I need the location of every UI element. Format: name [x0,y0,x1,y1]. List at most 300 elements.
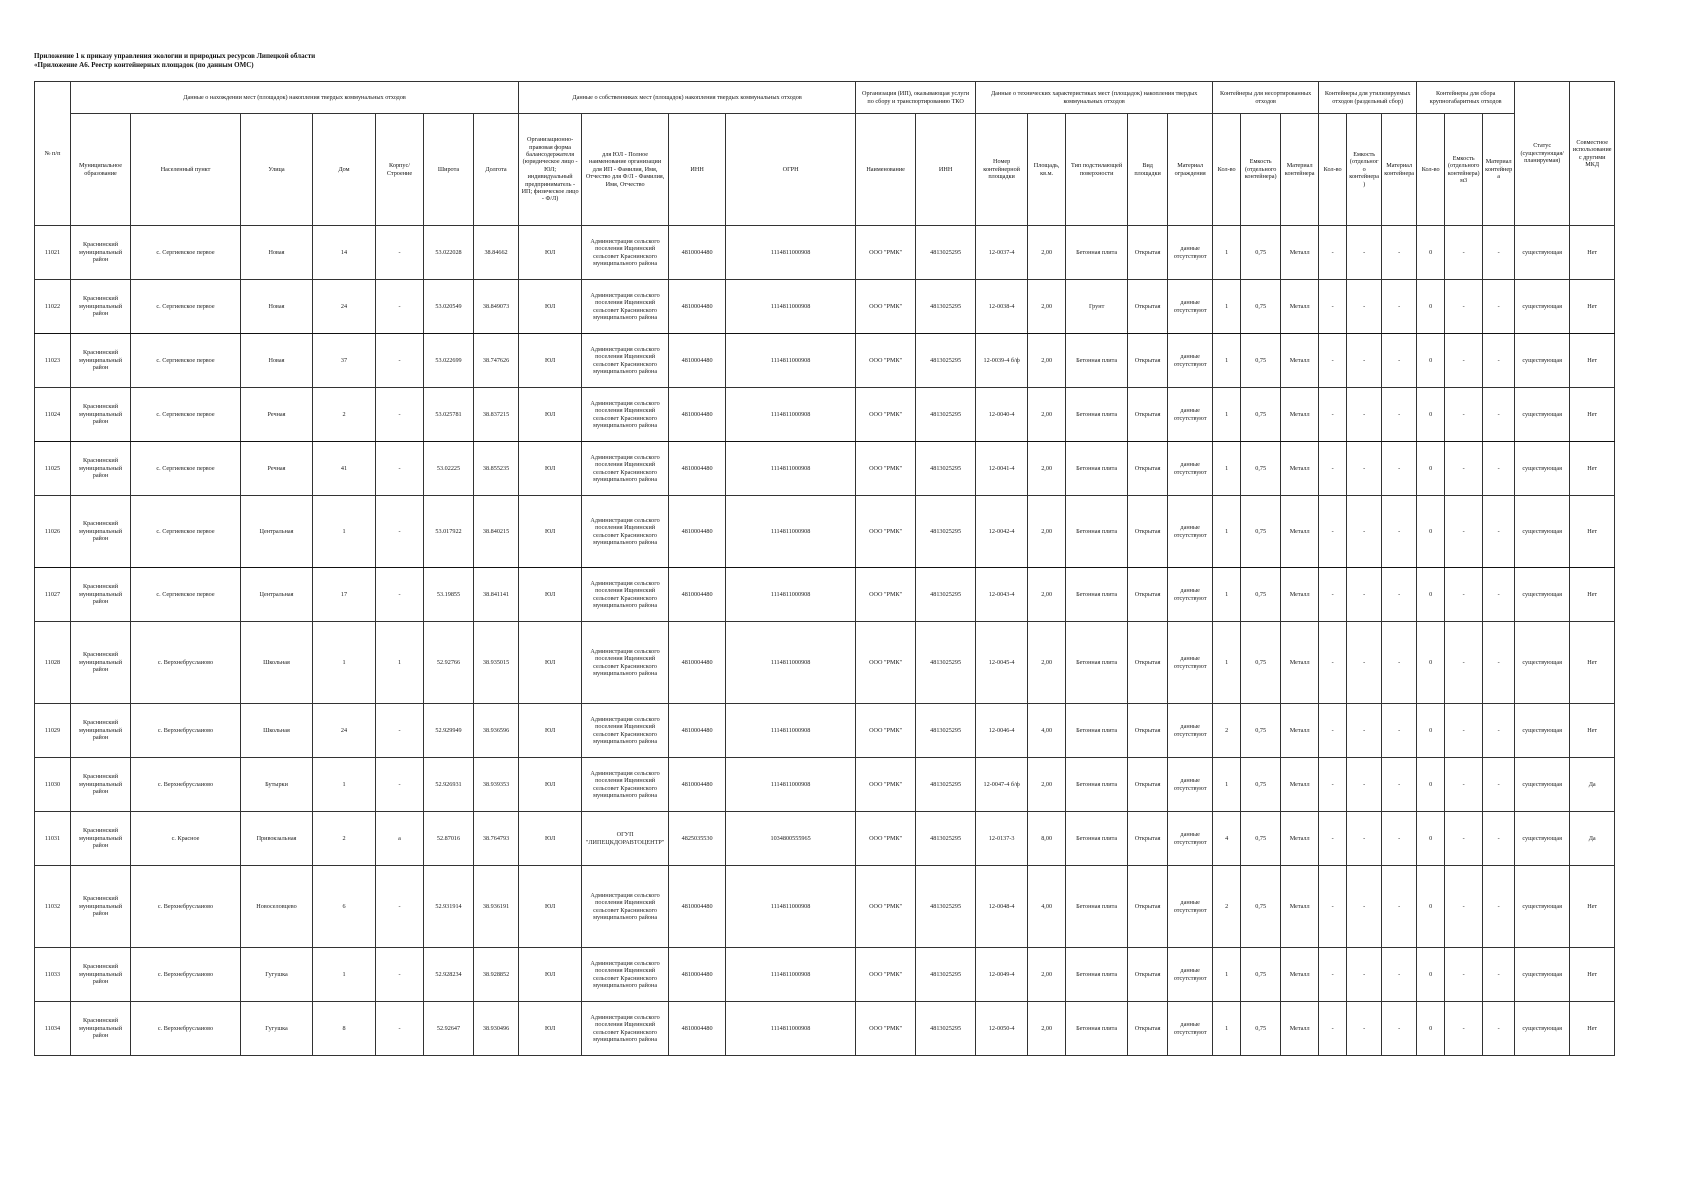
cell-inn: 4810004480 [669,704,726,758]
cell-area: 4,00 [1028,704,1066,758]
cell-number: 11029 [35,704,71,758]
cell-area: 2,00 [1028,442,1066,496]
cell-org-name: ООО "РМК" [856,1002,916,1056]
cell-fence: данные отсутствуют [1168,280,1213,334]
cell-site-number: 12-0046-4 [976,704,1028,758]
cell-org-inn: 4813025295 [916,948,976,1002]
cell-house: 1 [313,758,376,812]
cell-recyclable-count: - [1319,812,1347,866]
cell-street: Новая [241,280,313,334]
col-street: Улица [241,114,313,226]
cell-status: существующая [1515,704,1570,758]
cell-settlement: с. Сергиевское первое [131,568,241,622]
cell-shared: Нет [1570,948,1615,1002]
cell-unsorted-volume: 0,75 [1241,622,1281,704]
header-column-row [35,114,1615,226]
cell-latitude: 52.931914 [424,866,474,948]
cell-recyclable-material: - [1382,622,1417,704]
cell-fence: данные отсутствуют [1168,442,1213,496]
cell-shared: Нет [1570,334,1615,388]
cell-fence: данные отсутствуют [1168,1002,1213,1056]
cell-ogrn: 1114811000908 [726,1002,856,1056]
cell-house: 41 [313,442,376,496]
cell-unsorted-material: Металл [1281,442,1319,496]
cell-recyclable-material: - [1382,226,1417,280]
cell-area: 2,00 [1028,388,1066,442]
cell-bulky-count: 0 [1417,496,1445,568]
cell-bulky-material: - [1483,496,1515,568]
cell-bulky-count: 0 [1417,704,1445,758]
cell-shared: Нет [1570,568,1615,622]
cell-number: 11021 [35,226,71,280]
cell-unsorted-volume: 0,75 [1241,1002,1281,1056]
cell-recyclable-count: - [1319,568,1347,622]
col-number: № п/п [35,82,71,226]
cell-surface: Бетонная плита [1066,442,1128,496]
cell-street: Центральная [241,568,313,622]
cell-shared: Нет [1570,442,1615,496]
cell-org-name: ООО "РМК" [856,568,916,622]
cell-ogrn: 1034800555965 [726,812,856,866]
cell-inn: 4810004480 [669,866,726,948]
cell-unsorted-count: 1 [1213,496,1241,568]
cell-site-number: 12-0049-4 [976,948,1028,1002]
cell-municipality: Краснинский муниципальный район [71,280,131,334]
col-municipality: Муниципальное образование [71,114,131,226]
cell-surface: Бетонная плита [1066,334,1128,388]
cell-street: Привокзальная [241,812,313,866]
cell-inn: 4810004480 [669,948,726,1002]
cell-bulky-material: - [1483,866,1515,948]
cell-bulky-count: 0 [1417,334,1445,388]
cell-unsorted-material: Металл [1281,758,1319,812]
cell-longitude: 38.930496 [474,1002,519,1056]
cell-bulky-volume: - [1445,812,1483,866]
cell-bulky-material: - [1483,948,1515,1002]
table-row [35,388,1615,442]
col-bulky-material: Материал контейнера [1483,114,1515,226]
cell-ogrn: 1114811000908 [726,622,856,704]
cell-shared: Нет [1570,866,1615,948]
cell-site-number: 12-0042-4 [976,496,1028,568]
cell-fence: данные отсутствуют [1168,334,1213,388]
cell-fence: данные отсутствуют [1168,622,1213,704]
cell-ogrn: 1114811000908 [726,496,856,568]
cell-street: Школьная [241,622,313,704]
cell-latitude: 53.02225 [424,442,474,496]
cell-owner-name: Администрация сельского поселения Ищеинский сельсовет Краснинского муниципального района [582,866,669,948]
cell-unsorted-material: Металл [1281,334,1319,388]
cell-building: - [376,442,424,496]
cell-bulky-material: - [1483,758,1515,812]
cell-number: 11027 [35,568,71,622]
cell-status: существующая [1515,388,1570,442]
col-inn: ИНН [669,114,726,226]
cell-org-name: ООО "РМК" [856,758,916,812]
cell-org-name: ООО "РМК" [856,812,916,866]
cell-unsorted-volume: 0,75 [1241,704,1281,758]
cell-owner-name: Администрация сельского поселения Ищеинский сельсовет Краснинского муниципального района [582,334,669,388]
cell-building: - [376,866,424,948]
cell-bulky-volume: - [1445,334,1483,388]
col-org-inn: ИНН [916,114,976,226]
cell-bulky-material: - [1483,388,1515,442]
cell-ogrn: 1114811000908 [726,442,856,496]
cell-recyclable-material: - [1382,442,1417,496]
cell-status: существующая [1515,1002,1570,1056]
table-row [35,226,1615,280]
cell-unsorted-volume: 0,75 [1241,866,1281,948]
cell-status: существующая [1515,866,1570,948]
header-group-row [35,82,1615,114]
cell-municipality: Краснинский муниципальный район [71,622,131,704]
cell-number: 11023 [35,334,71,388]
cell-recyclable-material: - [1382,758,1417,812]
cell-bulky-count: 0 [1417,866,1445,948]
cell-shared: Нет [1570,704,1615,758]
cell-house: 1 [313,496,376,568]
cell-house: 2 [313,812,376,866]
cell-area: 2,00 [1028,226,1066,280]
table-body [35,226,1615,1056]
cell-longitude: 38.747626 [474,334,519,388]
cell-recyclable-volume: - [1347,758,1382,812]
cell-house: 37 [313,334,376,388]
cell-unsorted-material: Металл [1281,622,1319,704]
cell-settlement: с. Верхнебруслаиово [131,704,241,758]
cell-bulky-volume: - [1445,442,1483,496]
cell-unsorted-count: 1 [1213,334,1241,388]
cell-fence: данные отсутствуют [1168,568,1213,622]
cell-municipality: Краснинский муниципальный район [71,948,131,1002]
cell-fence: данные отсутствуют [1168,388,1213,442]
table-row [35,334,1615,388]
cell-unsorted-volume: 0,75 [1241,280,1281,334]
cell-inn: 4810004480 [669,758,726,812]
cell-house: 1 [313,622,376,704]
cell-surface: Бетонная плита [1066,496,1128,568]
cell-owner-name: Администрация сельского поселения Ищеинский сельсовет Краснинского муниципального района [582,388,669,442]
cell-bulky-material: - [1483,1002,1515,1056]
cell-unsorted-count: 1 [1213,948,1241,1002]
cell-recyclable-volume: - [1347,704,1382,758]
cell-area: 2,00 [1028,334,1066,388]
cell-building: - [376,758,424,812]
cell-inn: 4810004480 [669,1002,726,1056]
cell-bulky-material: - [1483,280,1515,334]
cell-settlement: с. Верхнебруслаиово [131,866,241,948]
cell-recyclable-count: - [1319,280,1347,334]
cell-house: 8 [313,1002,376,1056]
cell-surface: Бетонная плита [1066,758,1128,812]
cell-shared: Нет [1570,496,1615,568]
table-row [35,812,1615,866]
cell-site-type: Открытая [1128,812,1168,866]
cell-site-type: Открытая [1128,866,1168,948]
cell-recyclable-count: - [1319,704,1347,758]
cell-building: - [376,226,424,280]
cell-owner-name: Администрация сельского поселения Ищеинский сельсовет Краснинского муниципального района [582,622,669,704]
cell-legal-form: ЮЛ [519,568,582,622]
cell-bulky-volume: - [1445,388,1483,442]
col-org-name: Наименование [856,114,916,226]
col-status: Статус (существующая/ планируемая) [1515,82,1570,226]
cell-recyclable-volume: - [1347,334,1382,388]
cell-bulky-count: 0 [1417,568,1445,622]
cell-bulky-count: 0 [1417,1002,1445,1056]
cell-number: 11031 [35,812,71,866]
document-header [34,52,315,70]
cell-inn: 4810004480 [669,496,726,568]
cell-bulky-material: - [1483,812,1515,866]
cell-area: 2,00 [1028,758,1066,812]
cell-fence: данные отсутствуют [1168,496,1213,568]
cell-org-name: ООО "РМК" [856,226,916,280]
cell-recyclable-volume: - [1347,568,1382,622]
cell-recyclable-volume: - [1347,496,1382,568]
cell-street: Школьная [241,704,313,758]
cell-number: 11034 [35,1002,71,1056]
group-org: Организация (ИП), оказывающая услуги по сбору и транспортированию ТКО [856,82,976,114]
cell-org-name: ООО "РМК" [856,280,916,334]
cell-building: - [376,568,424,622]
cell-surface: Бетонная плита [1066,1002,1128,1056]
cell-recyclable-count: - [1319,496,1347,568]
col-bulky-count: Кол-во [1417,114,1445,226]
cell-recyclable-volume: - [1347,1002,1382,1056]
group-owners: Данные о собственниках мест (площадок) накопления твердых коммунальных отходов [519,82,856,114]
cell-unsorted-volume: 0,75 [1241,442,1281,496]
cell-org-name: ООО "РМК" [856,948,916,1002]
cell-number: 11022 [35,280,71,334]
cell-area: 8,00 [1028,812,1066,866]
cell-street: Речная [241,388,313,442]
cell-unsorted-volume: 0,75 [1241,226,1281,280]
cell-recyclable-count: - [1319,226,1347,280]
cell-site-number: 12-0048-4 [976,866,1028,948]
cell-org-name: ООО "РМК" [856,866,916,948]
cell-municipality: Краснинский муниципальный район [71,442,131,496]
cell-building: - [376,388,424,442]
cell-recyclable-material: - [1382,568,1417,622]
cell-owner-name: Администрация сельского поселения Ищеинский сельсовет Краснинского муниципального района [582,226,669,280]
cell-longitude: 38.936596 [474,704,519,758]
cell-inn: 4810004480 [669,280,726,334]
cell-site-number: 12-0050-4 [976,1002,1028,1056]
cell-recyclable-count: - [1319,758,1347,812]
cell-status: существующая [1515,496,1570,568]
cell-settlement: с. Сергиевское первое [131,334,241,388]
cell-recyclable-material: - [1382,334,1417,388]
cell-ogrn: 1114811000908 [726,280,856,334]
cell-house: 1 [313,948,376,1002]
cell-shared: Нет [1570,622,1615,704]
cell-org-inn: 4813025295 [916,622,976,704]
cell-site-type: Открытая [1128,388,1168,442]
cell-org-inn: 4813025295 [916,442,976,496]
cell-recyclable-material: - [1382,948,1417,1002]
cell-municipality: Краснинский муниципальный район [71,758,131,812]
cell-inn: 4825035530 [669,812,726,866]
cell-recyclable-count: - [1319,866,1347,948]
cell-unsorted-count: 1 [1213,280,1241,334]
group-tech: Данные о технических характеристиках мест (площадок) накопления твердых коммунальных отходов [976,82,1213,114]
cell-fence: данные отсутствуют [1168,948,1213,1002]
cell-surface: Грунт [1066,280,1128,334]
cell-house: 2 [313,388,376,442]
cell-org-name: ООО "РМК" [856,388,916,442]
cell-org-inn: 4813025295 [916,226,976,280]
cell-number: 11024 [35,388,71,442]
registry-table [34,81,1615,1056]
cell-number: 11028 [35,622,71,704]
cell-ogrn: 1114811000908 [726,226,856,280]
cell-latitude: 52.92647 [424,1002,474,1056]
cell-building: а [376,812,424,866]
cell-unsorted-count: 1 [1213,226,1241,280]
cell-street: Гугушка [241,948,313,1002]
cell-municipality: Краснинский муниципальный район [71,866,131,948]
cell-latitude: 52.87016 [424,812,474,866]
cell-site-type: Открытая [1128,622,1168,704]
cell-legal-form: ЮЛ [519,334,582,388]
cell-building: - [376,704,424,758]
cell-bulky-count: 0 [1417,812,1445,866]
cell-settlement: с. Сергиевское первое [131,442,241,496]
cell-site-type: Открытая [1128,704,1168,758]
cell-site-type: Открытая [1128,948,1168,1002]
cell-status: существующая [1515,568,1570,622]
cell-settlement: с. Сергиевское первое [131,496,241,568]
cell-bulky-count: 0 [1417,948,1445,1002]
cell-latitude: 53.022699 [424,334,474,388]
col-shared: Совместное использование с другими МКД [1570,82,1615,226]
cell-area: 4,00 [1028,866,1066,948]
col-owner-name: для ЮЛ - Полное наименование организации для ИП - Фамилия, Имя, Отчество для Ф/Л - Фамилия, Имя, Отчество [582,114,669,226]
cell-org-inn: 4813025295 [916,568,976,622]
cell-street: Речная [241,442,313,496]
cell-owner-name: Администрация сельского поселения Ищеинский сельсовет Краснинского муниципального района [582,496,669,568]
cell-fence: данные отсутствуют [1168,866,1213,948]
cell-bulky-volume: - [1445,622,1483,704]
cell-fence: данные отсутствуют [1168,704,1213,758]
cell-recyclable-count: - [1319,442,1347,496]
cell-legal-form: ЮЛ [519,496,582,568]
group-unsorted: Контейнеры для несортированных отходов [1213,82,1319,114]
cell-bulky-volume: - [1445,866,1483,948]
cell-bulky-count: 0 [1417,758,1445,812]
cell-surface: Бетонная плита [1066,812,1128,866]
cell-owner-name: Администрация сельского поселения Ищеинский сельсовет Краснинского муниципального района [582,704,669,758]
cell-unsorted-count: 1 [1213,568,1241,622]
cell-inn: 4810004480 [669,622,726,704]
cell-recyclable-material: - [1382,866,1417,948]
col-latitude: Широта [424,114,474,226]
cell-house: 24 [313,704,376,758]
cell-org-inn: 4813025295 [916,334,976,388]
cell-site-number: 12-0037-4 [976,226,1028,280]
cell-building: 1 [376,622,424,704]
cell-unsorted-volume: 0,75 [1241,496,1281,568]
cell-recyclable-count: - [1319,1002,1347,1056]
cell-recyclable-material: - [1382,388,1417,442]
table-row [35,948,1615,1002]
cell-surface: Бетонная плита [1066,948,1128,1002]
cell-unsorted-volume: 0,75 [1241,948,1281,1002]
cell-building: - [376,948,424,1002]
cell-unsorted-material: Металл [1281,704,1319,758]
cell-site-number: 12-0041-4 [976,442,1028,496]
cell-number: 11030 [35,758,71,812]
cell-legal-form: ЮЛ [519,812,582,866]
cell-surface: Бетонная плита [1066,388,1128,442]
header-line-1: Приложение 1 к приказу управления экологии и природных ресурсов Липецкой области [34,52,316,60]
cell-latitude: 52.92766 [424,622,474,704]
cell-unsorted-volume: 0,75 [1241,388,1281,442]
cell-surface: Бетонная плита [1066,622,1128,704]
cell-recyclable-volume: - [1347,812,1382,866]
cell-unsorted-material: Металл [1281,812,1319,866]
cell-latitude: 53.19855 [424,568,474,622]
cell-legal-form: ЮЛ [519,442,582,496]
cell-latitude: 53.020549 [424,280,474,334]
cell-municipality: Краснинский муниципальный район [71,1002,131,1056]
cell-legal-form: ЮЛ [519,758,582,812]
cell-bulky-count: 0 [1417,280,1445,334]
cell-recyclable-material: - [1382,1002,1417,1056]
cell-owner-name: Администрация сельского поселения Ищеинский сельсовет Краснинского муниципального района [582,442,669,496]
cell-recyclable-volume: - [1347,622,1382,704]
cell-site-number: 12-0039-4 б/ф [976,334,1028,388]
table-row [35,280,1615,334]
cell-street: Бутырки [241,758,313,812]
cell-status: существующая [1515,334,1570,388]
cell-unsorted-count: 1 [1213,1002,1241,1056]
cell-municipality: Краснинский муниципальный район [71,388,131,442]
cell-recyclable-count: - [1319,622,1347,704]
cell-longitude: 38.840215 [474,496,519,568]
cell-org-inn: 4813025295 [916,280,976,334]
cell-street: Гугушка [241,1002,313,1056]
cell-site-number: 12-0047-4 б/ф [976,758,1028,812]
cell-settlement: с. Верхнебруслаиово [131,622,241,704]
cell-street: Новоселовцево [241,866,313,948]
cell-site-type: Открытая [1128,496,1168,568]
cell-number: 11032 [35,866,71,948]
cell-longitude: 38.764793 [474,812,519,866]
cell-settlement: с. Сергиевское первое [131,226,241,280]
cell-area: 2,00 [1028,496,1066,568]
cell-bulky-volume: - [1445,758,1483,812]
cell-org-inn: 4813025295 [916,704,976,758]
cell-site-type: Открытая [1128,334,1168,388]
cell-ogrn: 1114811000908 [726,334,856,388]
cell-recyclable-volume: - [1347,226,1382,280]
cell-status: существующая [1515,812,1570,866]
cell-longitude: 38.849073 [474,280,519,334]
table-row [35,758,1615,812]
cell-area: 2,00 [1028,1002,1066,1056]
cell-bulky-volume: - [1445,226,1483,280]
cell-shared: Да [1570,758,1615,812]
table-header [35,82,1615,226]
cell-house: 14 [313,226,376,280]
table-row [35,622,1615,704]
group-recyclable: Контейнеры для утилизируемых отходов (раздельный сбор) [1319,82,1417,114]
cell-building: - [376,334,424,388]
cell-municipality: Краснинский муниципальный район [71,496,131,568]
cell-settlement: с. Верхнебруслаиово [131,948,241,1002]
